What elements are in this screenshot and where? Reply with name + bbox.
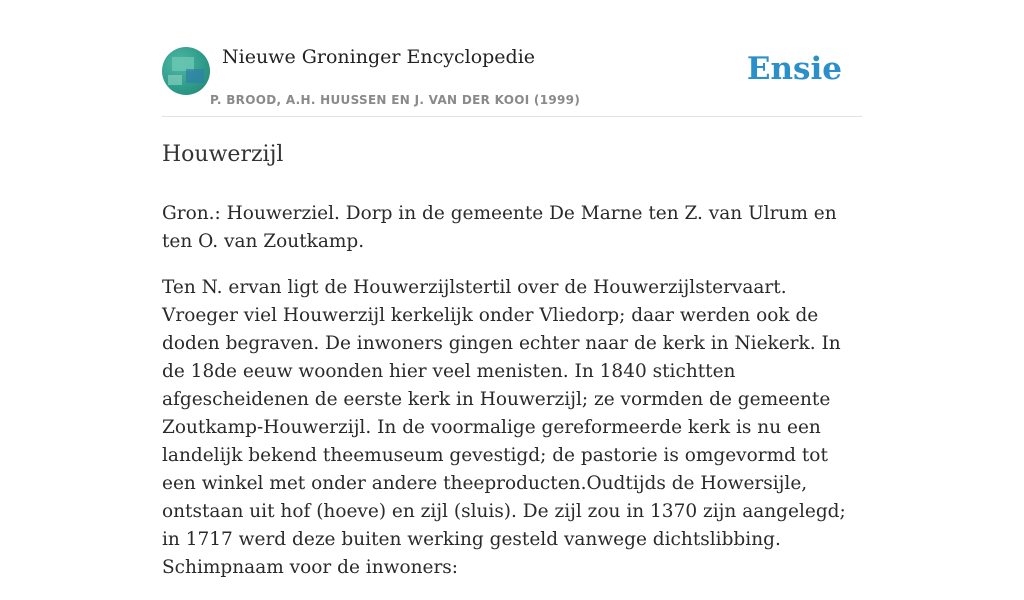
article-paragraph: Gron.: Houwerziel. Dorp in de gemeente De Marne ten Z. van Ulrum en ten O. van Zoutkamp.	[162, 203, 837, 252]
book-authors: P. BROOD, A.H. HUUSSEN EN J. VAN DER KOOI (1999)	[210, 93, 581, 107]
header	[162, 46, 862, 117]
article-paragraph: Ten N. ervan ligt de Houwerzijlstertil over de Houwerzijlstervaart. Vroeger viel Houwerzijl kerkelijk onder Vliedorp; daar werden ook de doden begraven. De inwoners gingen echter naar de kerk in Niekerk. In de 18de eeuw woonden hier veel menisten. In 1840 stichtten afgescheidenen de eerste kerk in Houwerzijl; ze vormden de gemeente Zoutkamp-Houwerzijl. In de voormalige gereformeerde kerk is nu een landelijk bekend theemuseum gevestigd; de pastorie is omgevormd tot een winkel met onder andere theeproducten.Oudtijds de Howersijle, ontstaan uit hof (hoeve) en zijl (sluis). De zijl zou in 1370 zijn aangelegd; in 1717 werd deze buiten werking gesteld vanwege dichtslibbing. Schimpnaam voor de inwoners:	[162, 277, 846, 578]
book-title-link[interactable]: Nieuwe Groninger Encyclopedie	[222, 46, 536, 68]
article-title: Houwerzijl	[162, 142, 284, 167]
article	[162, 140, 862, 600]
ensie-logo-link[interactable]: Ensie	[746, 51, 842, 87]
cover-shape	[168, 75, 182, 85]
book-cover-icon[interactable]	[162, 47, 210, 95]
cover-shape	[186, 69, 204, 83]
